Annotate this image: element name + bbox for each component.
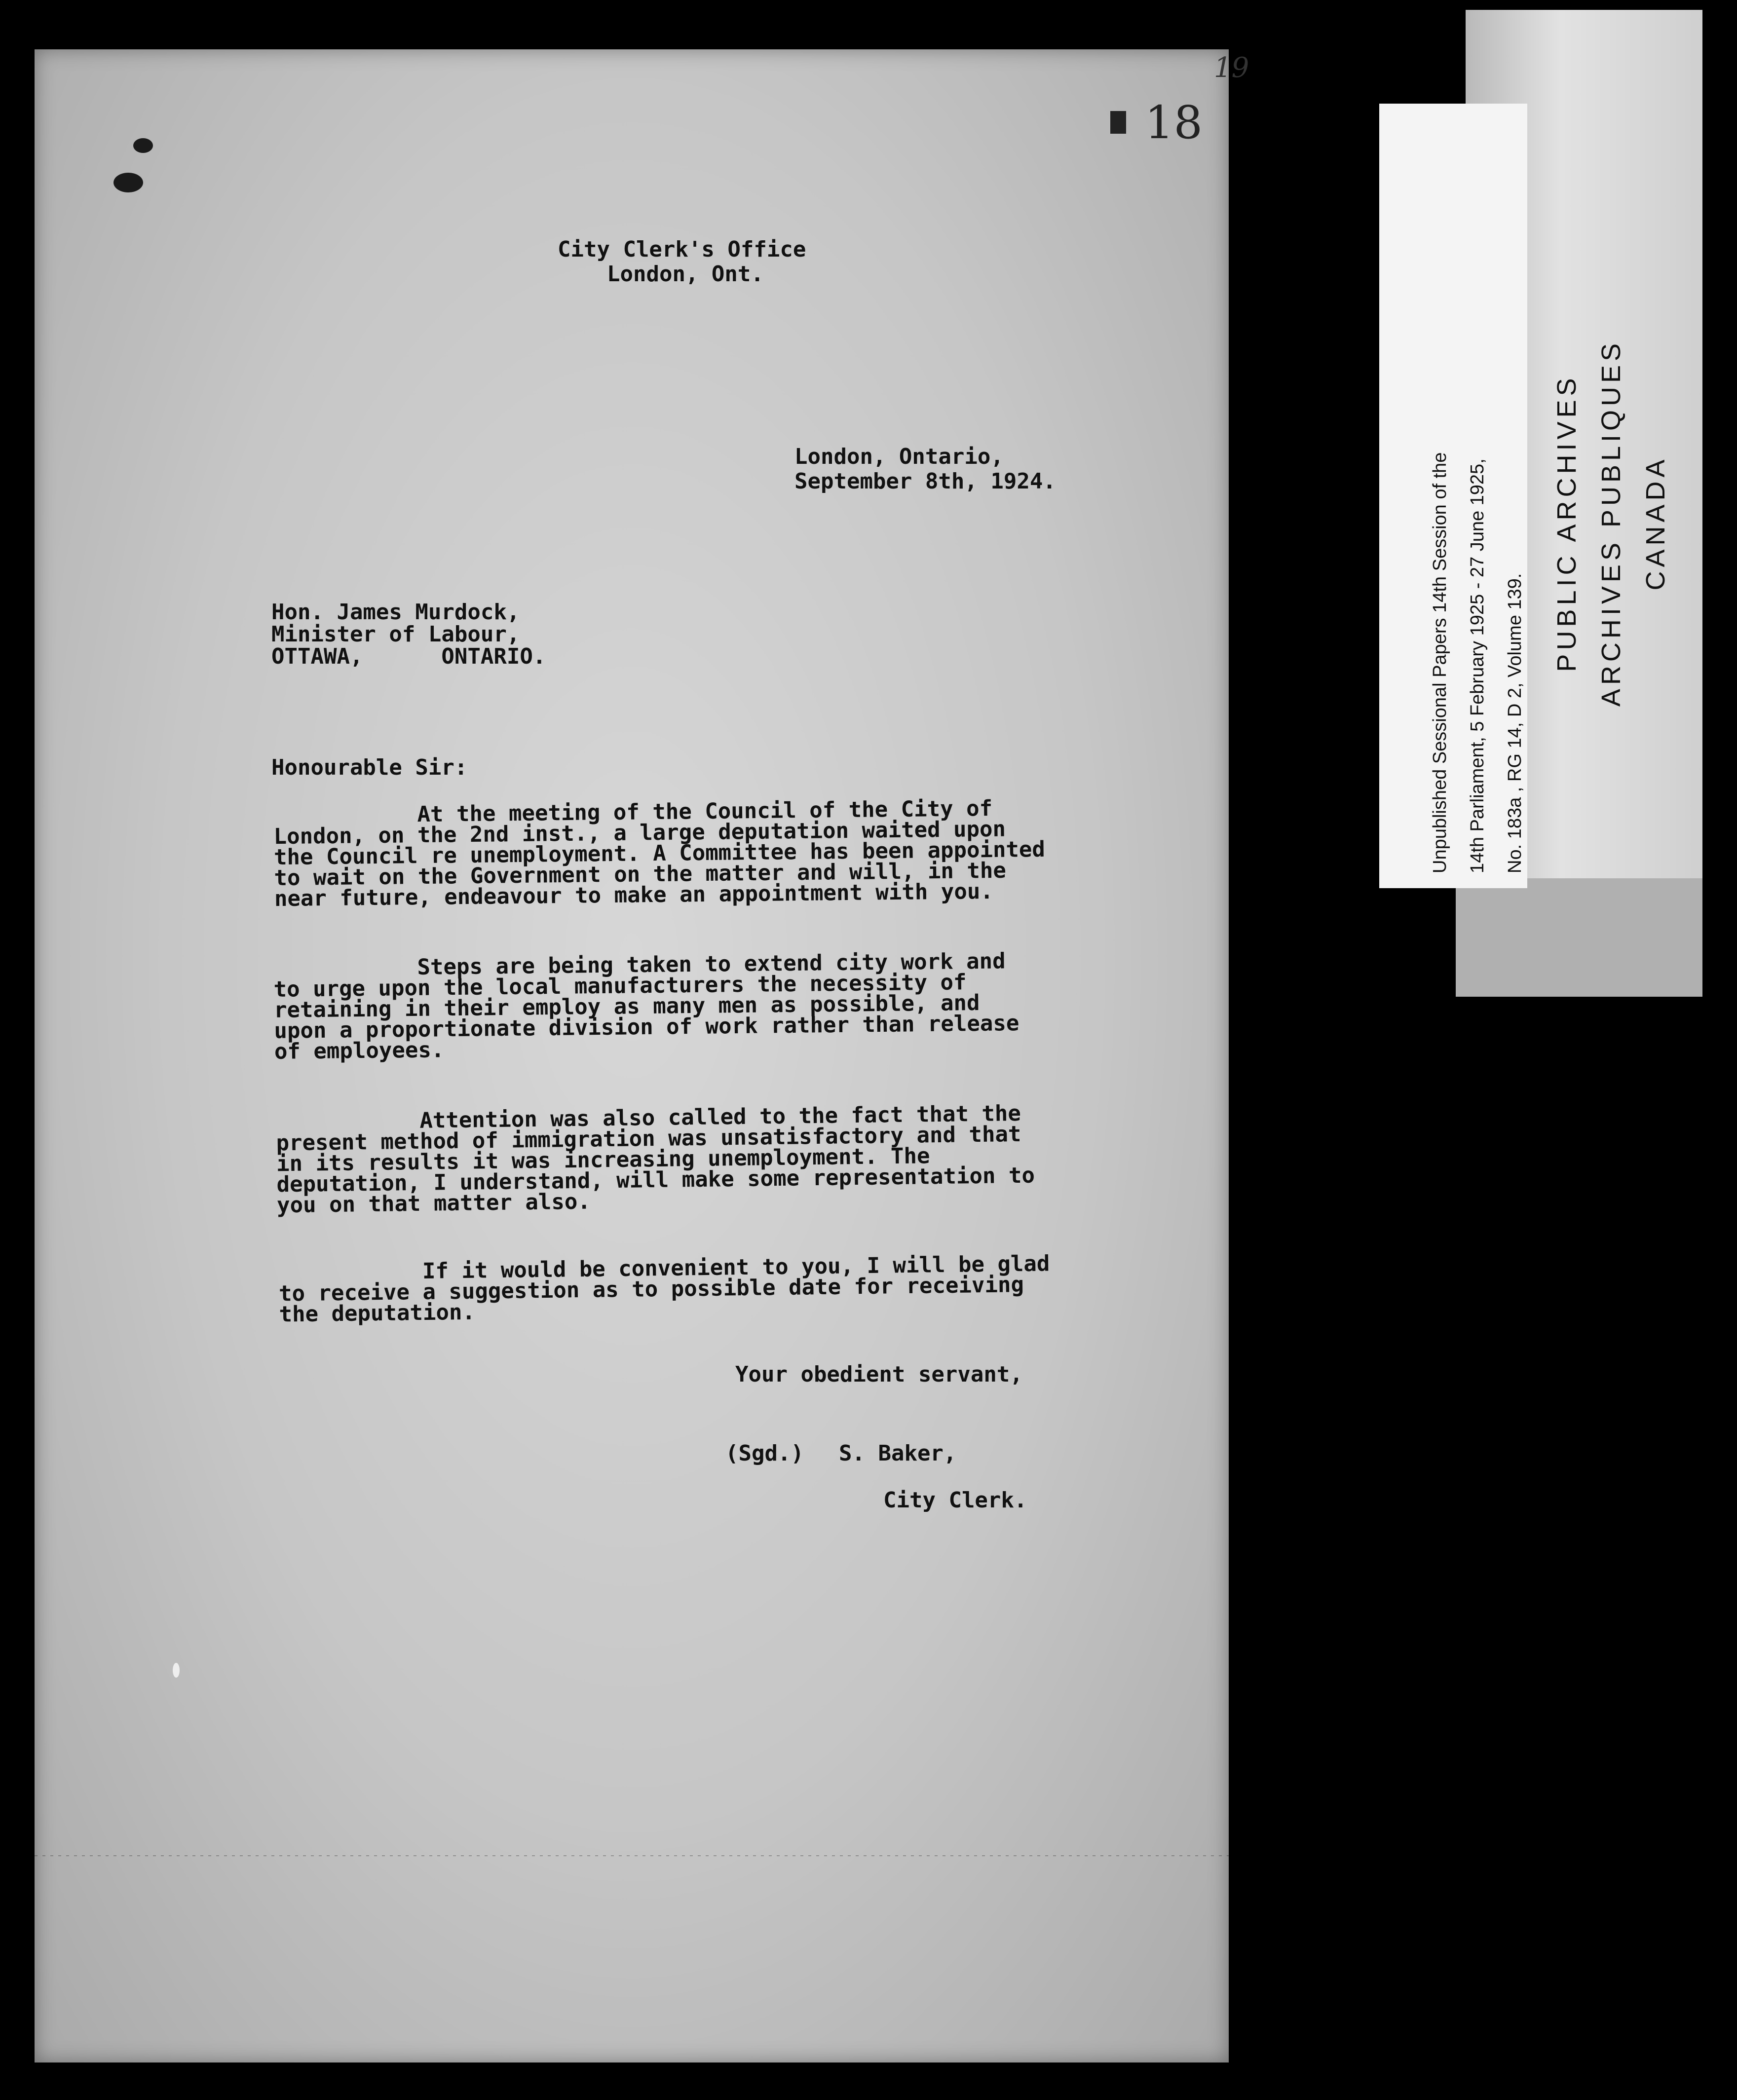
recipient-title: Minister of Labour,: [271, 622, 520, 647]
paragraph-4: If it would be convenient to you, I will be glad to receive a suggestion as to possible date for receiving the deputation.: [278, 1251, 1050, 1327]
recipient-name: Hon. James Murdock,: [271, 600, 520, 625]
archive-stamp-text: PUBLIC ARCHIVES ARCHIVES PUBLIQUES CANADA: [1552, 339, 1670, 707]
signature-sgd: (Sgd.): [725, 1441, 804, 1466]
dateline-place: London, Ontario,: [794, 444, 1004, 469]
recipient-location: OTTAWA, ONTARIO.: [271, 644, 546, 669]
paragraph-2: Steps are being taken to extend city work and to urge upon the local manufacturers the necessity of retaining in their employ as many men as possible, and upon a proportionate division of work rather than release of employees.: [273, 948, 1020, 1064]
closing: Your obedient servant,: [735, 1362, 1023, 1387]
paragraph-3: Attention was also called to the fact that the present method of immigration was unsatisfactory and that in its results it was increasing unemployment. The deputation, I understand, will make some representation to you on that matter also.: [275, 1100, 1035, 1218]
salutation: Honourable Sir:: [271, 755, 468, 780]
page-number: 18: [1145, 96, 1203, 149]
letterhead-line-2: London, Ont.: [607, 262, 764, 287]
dateline-date: September 8th, 1924.: [794, 469, 1056, 494]
handwritten-page-number: 19: [1214, 52, 1249, 84]
archive-label-text: Unpublished Sessional Papers 14th Session of the 14th Parliament, 5 February 1925 - 27 June 1925, No. 183a , RG 14, D 2, Volume 139.: [1430, 452, 1525, 873]
archive-strip-shadow: [1456, 878, 1702, 997]
letterhead-line-1: City Clerk's Office: [558, 237, 806, 262]
paragraph-1: At the meeting of the Council of the City of London, on the 2nd inst., a large deputation waited upon the Council re unemployment. A Committee has been appointed to wait on the Government on the matter and will, in the near future, endeavour to make an appointment with you.: [273, 795, 1046, 912]
signature-name: S. Baker,: [839, 1441, 957, 1466]
stamp-mark: [1110, 111, 1126, 134]
signature-title: City Clerk.: [883, 1488, 1027, 1513]
